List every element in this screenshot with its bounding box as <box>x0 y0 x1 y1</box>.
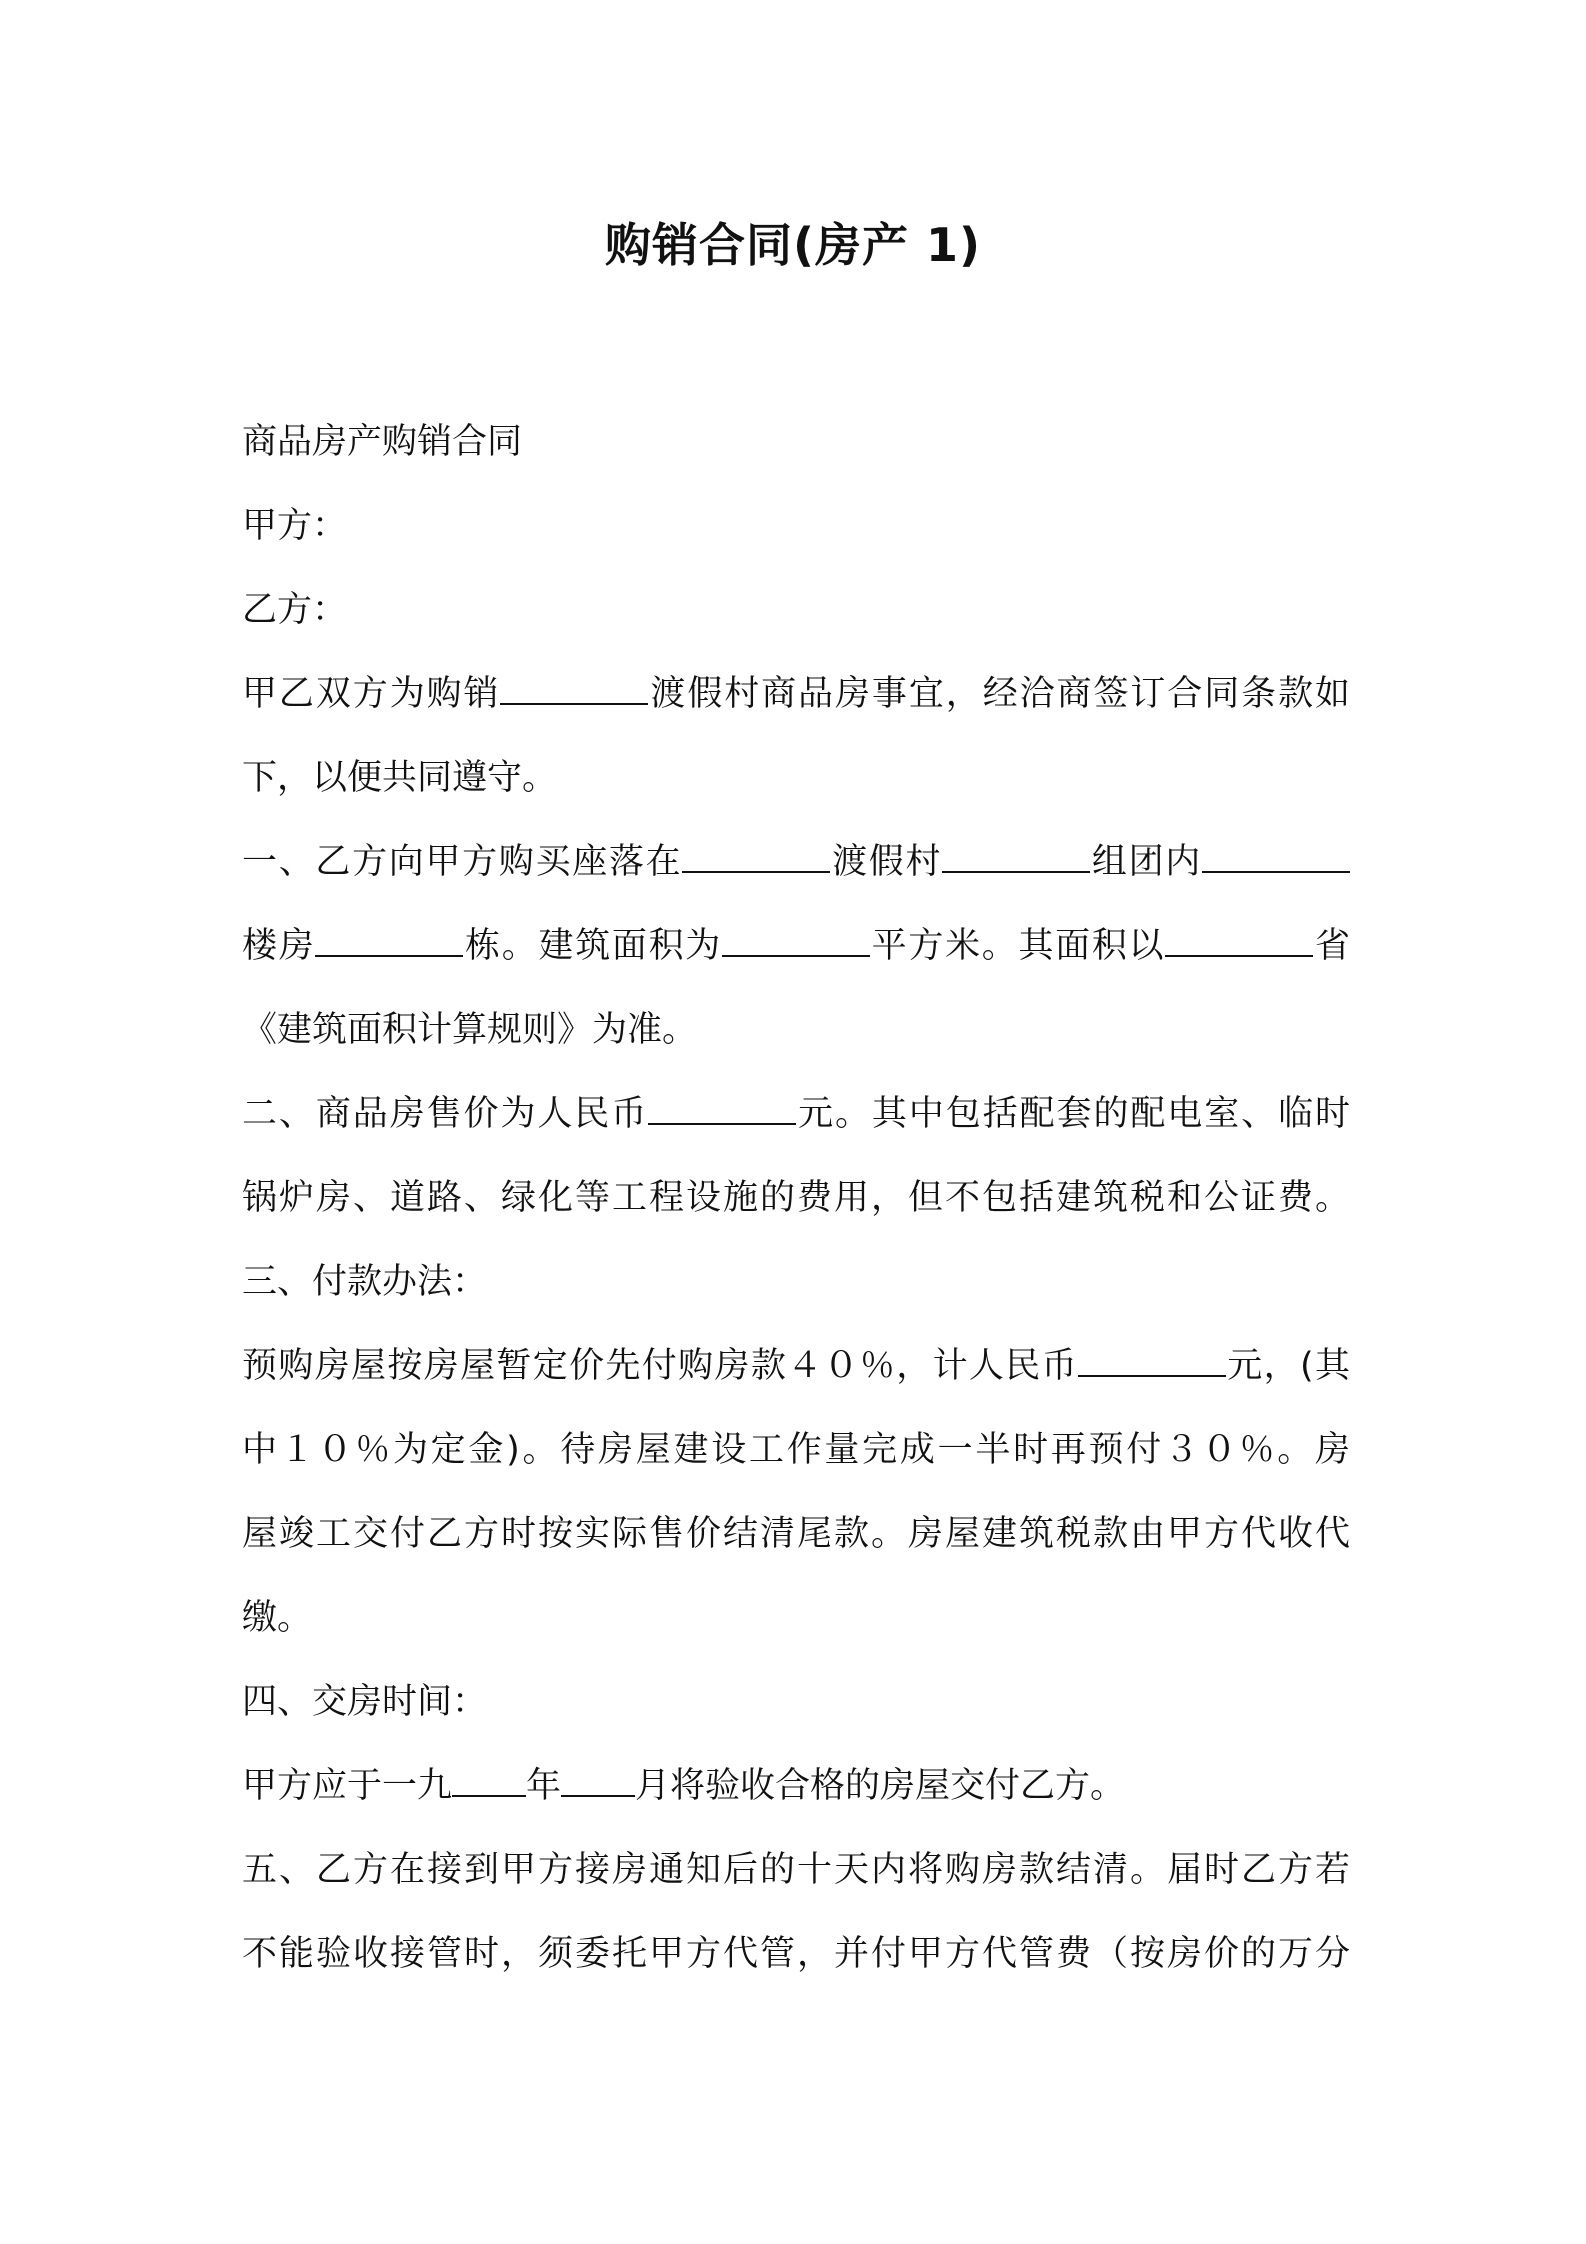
intro-text-2: 渡假村商品房事宜，经洽商签订合同条款如 <box>648 674 1350 714</box>
clause-5-line-1: 五、乙方在接到甲方接房通知后的十天内将购房款结清。届时乙方若 <box>242 1850 1350 1890</box>
clause-2-text: 二、商品房售价为人民币 <box>242 1094 649 1134</box>
blank-field <box>648 1088 796 1125</box>
clause-4-text: 年 <box>526 1766 562 1806</box>
party-b-label: 乙方： <box>242 590 348 630</box>
document-title: 购销合同(房产 1) <box>604 218 982 272</box>
blank-field <box>942 836 1090 873</box>
clause-1-line-1 <box>242 820 1350 904</box>
clause-5-line-2: 不能验收接管时，须委托甲方代管，并付甲方代管费（按房价的万分 <box>242 1934 1350 1974</box>
clause-2-text: 元。其中包括配套的配电室、临时 <box>796 1094 1350 1134</box>
clause-3-line-4: 缴。 <box>242 1598 313 1638</box>
blank-field <box>500 668 648 705</box>
blank-field <box>1165 920 1313 957</box>
blank-field <box>1078 1340 1226 1377</box>
intro-line-2: 下，以便共同遵守。 <box>242 758 558 798</box>
blank-field <box>315 920 463 957</box>
clause-1-text: 楼房 <box>242 926 316 966</box>
clause-2-line-2: 锅炉房、道路、绿化等工程设施的费用，但不包括建筑税和公证费。 <box>242 1178 1350 1218</box>
clause-3-heading: 三、付款办法： <box>242 1262 488 1302</box>
clause-1-text: 渡假村 <box>830 842 943 882</box>
blank-field <box>1202 836 1350 873</box>
clause-3-text: 预购房屋按房屋暂定价先付购房款４０％，计人民币 <box>242 1346 1078 1386</box>
clause-1-text: 组团内 <box>1090 842 1202 882</box>
clause-1-line-2 <box>242 904 1350 988</box>
clause-3-line-1 <box>242 1324 1350 1408</box>
clause-4-text: 甲方应于一九 <box>242 1766 453 1806</box>
clause-4-line-1 <box>242 1744 1350 1828</box>
intro-text-1: 甲乙双方为购销 <box>242 674 501 714</box>
intro-line-1 <box>242 652 1350 736</box>
blank-field <box>682 836 830 873</box>
clause-1-line-3: 《建筑面积计算规则》为准。 <box>242 1010 698 1050</box>
blank-field <box>452 1760 526 1797</box>
clause-3-line-2: 中１０％为定金)。待房屋建设工作量完成一半时再预付３０％。房 <box>242 1430 1350 1470</box>
clause-1-text: 省 <box>1313 926 1350 966</box>
clause-2-line-1 <box>242 1072 1350 1156</box>
blank-field <box>722 920 870 957</box>
clause-1-text: 栋。建筑面积为 <box>463 926 722 966</box>
clause-3-text: 元，(其 <box>1225 1346 1350 1386</box>
clause-4-heading: 四、交房时间： <box>242 1682 488 1722</box>
contract-heading: 商品房产购销合同 <box>242 422 523 462</box>
clause-4-text: 月将验收合格的房屋交付乙方。 <box>635 1766 1126 1806</box>
clause-1-text: 一、乙方向甲方购买座落在 <box>242 842 683 882</box>
blank-field <box>561 1760 635 1797</box>
clause-3-line-3: 屋竣工交付乙方时按实际售价结清尾款。房屋建筑税款由甲方代收代 <box>242 1514 1350 1554</box>
document-body <box>242 400 1350 1996</box>
clause-1-text: 平方米。其面积以 <box>869 926 1166 966</box>
party-a-label: 甲方： <box>242 506 348 546</box>
